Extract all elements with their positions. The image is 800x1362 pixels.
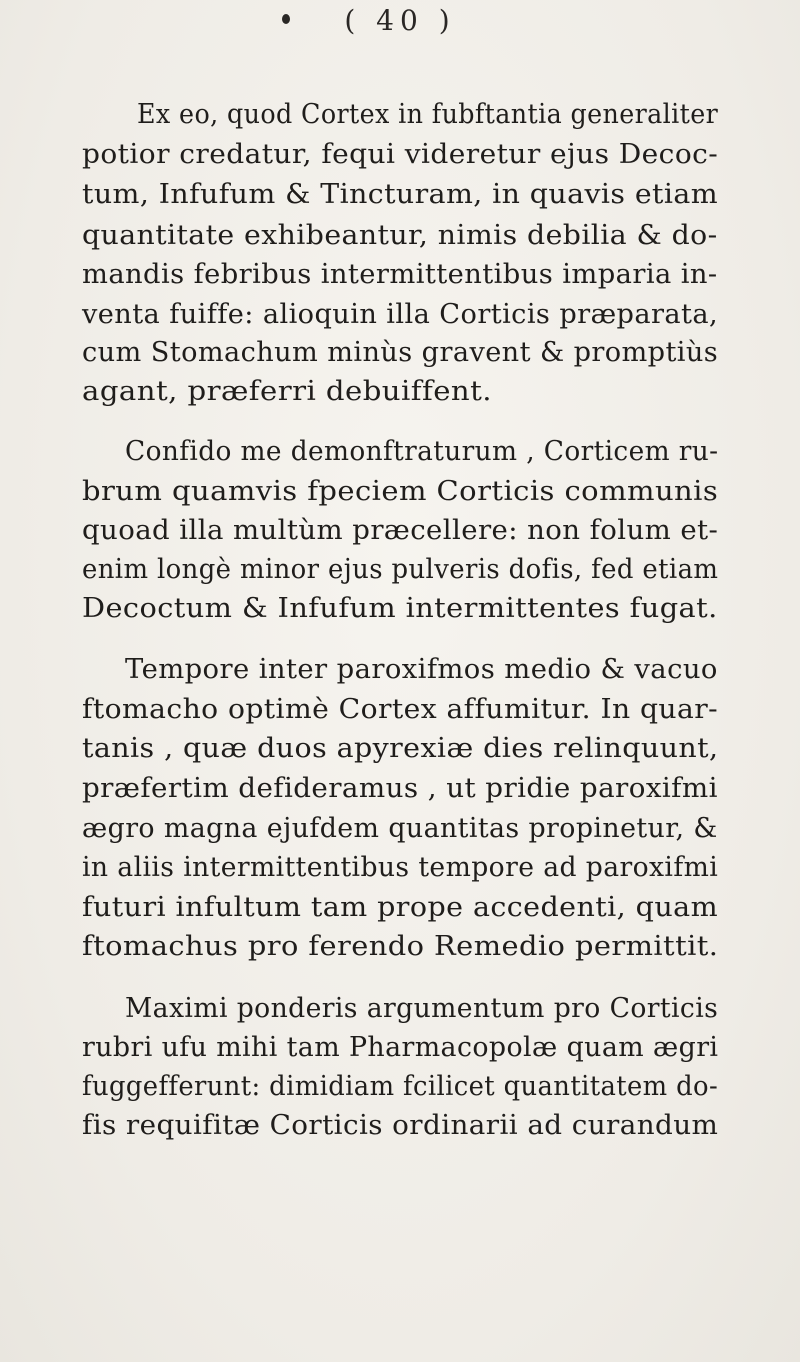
text-line: cum Stomachum minùs gravent & promptiùs [82, 337, 719, 368]
text-line: tanis , quæ duos apyrexiæ dies relinquunt, [82, 733, 719, 764]
text-line: ftomacho optimè Cortex affumitur. In quar- [82, 694, 719, 725]
text-line: rubri ufu mihi tam Pharmacopolæ quam ægri [82, 1032, 719, 1063]
text-line: quoad illa multùm præcellere: non folum et- [82, 515, 719, 546]
text-line: præfertim defideramus , ut pridie paroxifmi [82, 773, 718, 804]
page-number: ( 40 ) [344, 4, 456, 37]
text-line: Tempore inter paroxifmos medio & vacuo [125, 654, 718, 685]
text-line: potior credatur, fequi videretur ejus Decoc- [82, 139, 719, 170]
text-line: brum quamvis fpeciem Corticis communis [82, 476, 719, 507]
text-line: Maximi ponderis argumentum pro Corticis [125, 993, 719, 1024]
text-line: futuri infultum tam prope accedenti, quam [82, 892, 719, 923]
text-line: fis requifitæ Corticis ordinarii ad curandum [82, 1110, 719, 1141]
text-line: enim longè minor ejus pulveris dofis, fed etiam [82, 554, 719, 585]
text-line: Decoctum & Infufum intermittentes fugat. [82, 593, 718, 624]
text-line: Ex eo, quod Cortex in fubftantia generaliter [137, 99, 719, 130]
text-line: tum, Infufum & Tincturam, in quavis etiam [82, 179, 719, 210]
text-line: Confido me demonftraturum , Corticem ru- [125, 436, 719, 467]
text-line: in aliis intermittentibus tempore ad paroxifmi [82, 852, 719, 883]
text-line: fuggefferunt: dimidiam fcilicet quantitatem do- [82, 1071, 719, 1102]
text-line: mandis febribus intermittentibus imparia in- [82, 259, 718, 290]
text-line: venta fuiffe: alioquin illa Corticis præparata, [82, 299, 719, 330]
text-line: agant, præferri debuiffent. [82, 376, 492, 407]
text-line: ægro magna ejufdem quantitas propinetur, & [82, 813, 718, 844]
text-line: ftomachus pro ferendo Remedio permittit. [82, 931, 719, 962]
text-line: quantitate exhibeantur, nimis debilia & do- [82, 220, 718, 251]
